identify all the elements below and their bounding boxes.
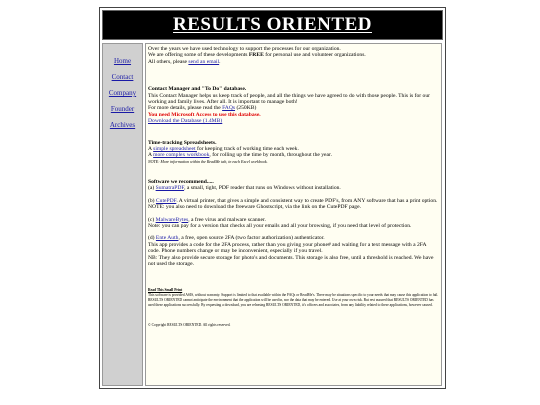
faqs-link[interactable]: FAQs [222,105,236,112]
contact-manager-details: For more details, please read the FAQs (250KB) [148,105,257,112]
site-banner [102,10,443,40]
nav-archives-link[interactable]: Archives [109,121,136,129]
recommend-item-c: (c) MalwareBytes, a free virus and malware scanner. [148,216,266,223]
contact-manager-heading: Contact Manager and "To Do" database. [148,86,247,93]
main-content [145,43,442,386]
site-title[interactable]: RESULTS ORIENTED [173,14,372,35]
download-database-link[interactable]: Download the Database (1.4MB) [148,118,223,125]
complex-workbook-link[interactable]: more complex workbook [153,152,210,159]
intro-line-2: We are offering some of these developments FREE for personal use and volunteer organizations. [148,52,366,59]
spreadsheet-complex-line: A more complex workbook, for rolling up the time by month, throughout the year. [148,152,332,159]
recommend-item-c-note: Note: you can pay for a version that checks all your emails and all your browsing, if you need that level of protection. [148,222,412,229]
copyright-notice: © Copyright RESULTS ORIENTED. All rights reserved. [148,323,231,328]
page-frame [99,7,446,389]
recommend-item-d-storage-note: NB: They also provide secure storage for photo's and documents. This storage is also free, until a threshold is reached. We have not used the storage. [148,254,434,267]
ente-auth-link[interactable]: Ente Auth [155,235,179,242]
simple-spreadsheet-link[interactable]: simple spreadsheet [153,146,197,153]
intro-line-3: All others, please send an email. [148,58,221,65]
spreadsheet-note: NOTE: More information within the ReadMe tab, in each Excel workbook. [148,158,268,164]
recommend-item-b-note: NOTE: you also need to download the freeware Ghostscript, via the link on the CutePDF page. [148,204,361,211]
free-label: FREE [248,52,264,59]
recommend-item-a: (a) SumatraPDF, a small, tight, PDF reader that runs on Windows without installation. [148,185,341,192]
malwarebytes-link[interactable]: MalwareBytes [155,216,189,223]
nav-company-link[interactable]: Company [108,89,137,97]
fine-print-heading: Read This Small Print [148,288,183,293]
sumatrapdf-link[interactable]: SumatraPDF [155,185,185,192]
recommend-item-d-detail: This app provides a code for the 2FA process, rather than you giving your phone# and waiting for a text message with a 2FA code. Phone numbers change or may be inconvenient, especially if you travel. [148,241,427,255]
send-email-link[interactable]: send an email [188,58,220,65]
recommend-item-d: (d) Ente Auth, a free, open source 2FA (two factor authorization) authenticator. [148,235,325,242]
nav-contact-link[interactable]: Contact [111,73,134,81]
nav-founder-link[interactable]: Founder [110,105,135,113]
contact-manager-description: This Contact Manager helps us keep track of people, and all the things we have agreed to do with those people. This is for our working and family lives. After all. It is important to manage both! [148,92,430,106]
nav-home-link[interactable]: Home [113,57,132,65]
cutepdf-link[interactable]: CutePDF [155,197,177,204]
fine-print-text: This software is provided ASIS, without warranty. Support is limited to that available within the FAQs or ReadMe's. There may be situations specific to your needs that may cause this application to fail. RESULTS ORIENTED cannot anticipate the environment that the application will be used in, nor the data that may be entered. Use at your own risk. But rest assured that RESULTS ORIENTED has used these applications successfully. By requesting a download, you are releasing RESULTS ORIENTED, it's officers and associates, from any liability related to these applications, however caused. [148,293,439,308]
sidebar-nav [102,43,143,386]
recommend-item-b: (b) CutePDF. A virtual printer, that gives a simple and consistent way to create PDF's, from ANY software that has a print option. [148,197,438,204]
recommend-heading: Software we recommend..... [148,178,214,185]
spreadsheets-heading: Time-tracking Spreadsheets. [148,139,217,146]
intro-line-1: Over the years we have used technology to support the processes for our organization. [148,46,341,52]
spreadsheet-simple-line: A simple spreadsheet for keeping track of working time each week. [148,146,299,153]
access-warning: You need Microsoft Access to use this database. [148,111,261,118]
